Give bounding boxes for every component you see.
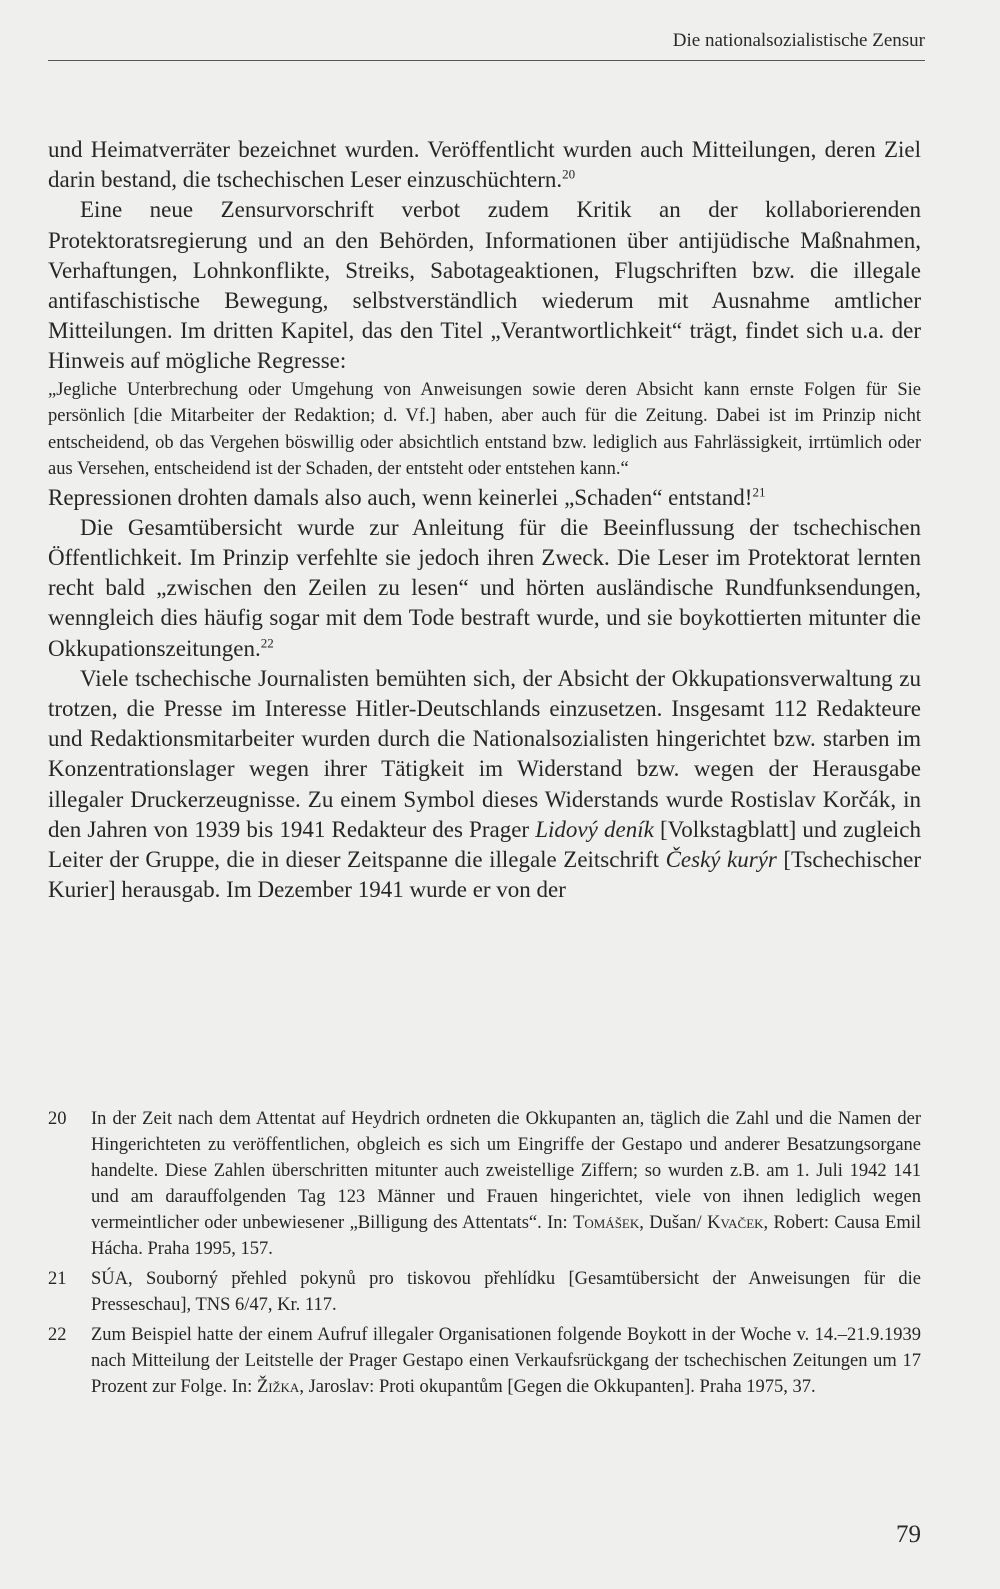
footnote-text: SÚA, Souborný přehled pokynů pro tiskovou přehlídku [Gesamtübersicht der Anweisungen für die Presseschau], TNS 6/47, Kr. 117. bbox=[91, 1269, 921, 1315]
paragraph-1: und Heimatverräter bezeichnet wurden. Veröffentlicht wurden auch Mitteilungen, deren Ziel darin bestand, die tschechischen Leser einzuschüchtern.$^{20}$ bbox=[48, 137, 921, 193]
footnote-number: 22 bbox=[48, 1325, 67, 1345]
main-text bbox=[48, 135, 921, 905]
footnote-21 bbox=[48, 1266, 921, 1318]
newspaper-title-cesky-kuryr: Český kurýr bbox=[665, 847, 777, 873]
author-name: Tomášek bbox=[573, 1213, 640, 1233]
paragraph-5: Viele tschechische Journalisten bemühten sich, der Absicht der Okkupationsverwaltung zu trotzen, die Presse im Interesse Hitler-Deutschlands einzusetzen. Insgesamt 112 Redakteure und Redaktionsmitarbeiter wurden durch die Nationalsozialisten hingerichtet bzw. starben im Konzentrationslager wegen ihrer Tätigkeit im Widerstand bzw. wegen der Herausgabe illegaler Druckerzeugnisse. Zu einem Symbol dieses Widerstands wurde Rostislav Korčák, in den Jahren von 1939 bis 1941 Redakteur des Prager Lidový deník [Volkstagblatt] und zugleich Leiter der Gruppe, die in dieser Zeitspanne die illegale Zeitschrift Český kurýr [Tschechischer Kurier] herausgab. Im Dezember 1941 wurde er von der bbox=[48, 665, 922, 903]
footnote-ref-20[interactable]: 20 bbox=[562, 166, 576, 182]
footnote-text: Zum Beispiel hatte der einem Aufruf illegaler Organisationen folgende Boykott in der Woche v. 14.–21.9.1939 nach Mitteilung der Leitstelle der Prager Gestapo einen Verkaufsrückgang der tschechischen Zeitungen um 17 Prozent zur Folge. In: Žižka, Jaroslav: Proti okupantům [Gegen die Okkupanten]. Praha 1975, 37. bbox=[91, 1325, 921, 1397]
running-header: Die nationalsozialistische Zensur bbox=[672, 30, 925, 51]
author-name: Žižka bbox=[256, 1377, 300, 1397]
paragraph-3: Repressionen drohten damals also auch, wenn keinerlei „Schaden“ entstand!$^{21}$ bbox=[48, 483, 766, 510]
footnotes bbox=[48, 1106, 921, 1404]
footnote-22 bbox=[48, 1322, 921, 1400]
footnote-20 bbox=[48, 1106, 921, 1262]
paragraph-2: Eine neue Zensurvorschrift verbot zudem Kritik an der kollaborierenden Protektoratsregierung und an den Behörden, Informationen über antijüdische Maßnahmen, Verhaftungen, Lohnkonflikte, Streiks, Sabotageaktionen, Flugschriften bzw. die illegale antifaschistische Bewegung, selbstverständlich wiederum mit Ausnahme amtlicher Mitteilungen. Im dritten Kapitel, das den Titel „Verantwortlichkeit“ trägt, findet sich u.a. der Hinweis auf mögliche Regresse: bbox=[48, 197, 921, 374]
footnote-ref-22[interactable]: 22 bbox=[260, 634, 274, 650]
footnote-number: 21 bbox=[48, 1269, 67, 1289]
footnote-number: 20 bbox=[48, 1109, 67, 1129]
paragraph-4: Die Gesamtübersicht wurde zur Anleitung für die Beeinflussung der tschechischen Öffentlichkeit. Im Prinzip verfehlte sie jedoch ihren Zweck. Die Leser im Protektorat lernten recht bald „zwischen den Zeilen zu lesen“ und hörten ausländische Rundfunksendungen, wenngleich dies häufig sogar mit dem Tode bestraft wurde, und sie boykottierten mitunter die Okkupationszeitungen.$^{22}$ bbox=[48, 514, 921, 661]
page-number: 79 bbox=[896, 1521, 921, 1548]
footnote-text: In der Zeit nach dem Attentat auf Heydrich ordneten die Okkupanten an, täglich die Zahl und die Namen der Hingerichteten zu veröffentlichen, obgleich es sich um Eingriffe der Gestapo und anderer Besatzungsorgane handelte. Diese Zahlen überschritten mitunter auch zweistellige Ziffern; so wurden z.B. am 1. Juli 1942 141 und am darauffolgenden Tag 123 Männer und Frauen hingerichtet, viele von ihnen lediglich wegen vermeintlicher oder unbewiesener „Billigung des Attentats“. In: Tomášek, Dušan/ Kvaček, Robert: Causa Emil Hácha. Praha 1995, 157. bbox=[91, 1109, 921, 1259]
block-quote: „Jegliche Unterbrechung oder Umgehung von Anweisungen sowie deren Absicht kann ernste Folgen für Sie persönlich [die Mitarbeiter der Redaktion; d. Vf.] haben, aber auch für die Zeitung. Dabei ist im Prinzip nicht entscheidend, ob das Vergehen böswillig oder absichtlich entstand bzw. lediglich aus Fahrlässigkeit, irrtümlich oder aus Versehen, entscheidend ist der Schaden, der entsteht oder entstehen kann.“ bbox=[48, 379, 921, 480]
newspaper-title-lidovy-denik: Lidový deník bbox=[535, 816, 654, 842]
footnote-ref-21[interactable]: 21 bbox=[752, 483, 766, 499]
author-name: Kvaček bbox=[707, 1213, 764, 1233]
header-rule bbox=[48, 60, 925, 61]
